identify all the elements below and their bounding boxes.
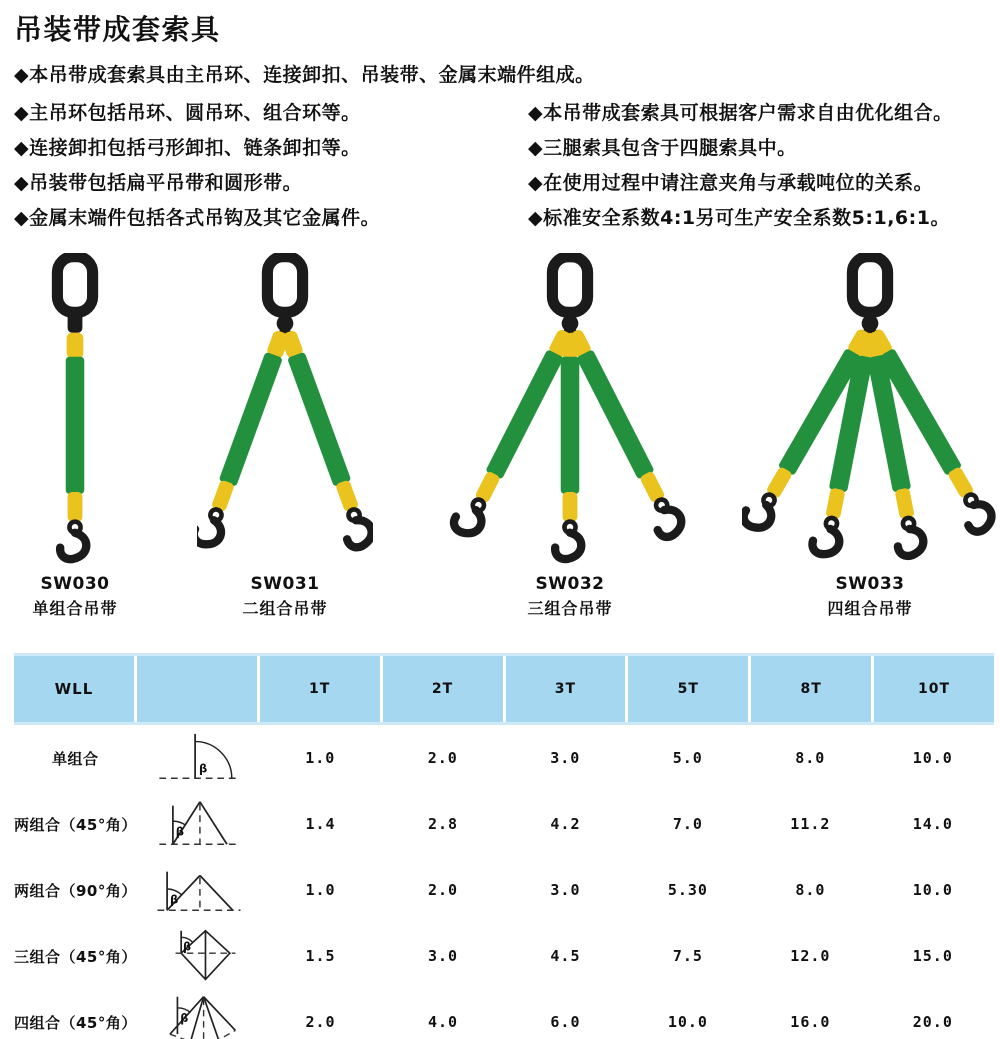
- angle-diagram-three-leg-icon: [150, 927, 246, 985]
- sling-illustration-three-leg-icon: [445, 253, 695, 568]
- wll-value: 2.0: [305, 1013, 336, 1031]
- bullet-item: ◆吊装带包括扁平吊带和圆形带。: [14, 172, 303, 194]
- product-model: SW033: [835, 574, 905, 594]
- angle-diagram-single-leg-icon: [150, 730, 246, 786]
- wll-value: 4.0: [427, 1013, 459, 1031]
- row-label: 四组合（45°角）: [14, 1013, 137, 1032]
- wll-value: 4.2: [550, 815, 581, 833]
- svg-text:β: β: [170, 892, 179, 907]
- wll-value: 20.0: [912, 1013, 953, 1031]
- product-model: SW031: [250, 574, 320, 594]
- bullet-column-right: [528, 104, 953, 228]
- svg-text:β: β: [180, 1012, 189, 1025]
- angle-diagram-four-leg-icon: [150, 993, 246, 1039]
- wll-value: 1.0: [305, 749, 336, 767]
- wll-value: 3.0: [550, 881, 581, 899]
- bullet-item: ◆主吊环包括吊环、圆吊环、组合环等。: [14, 102, 361, 124]
- intro-bullet: ◆本吊带成套索具由主吊环、连接卸扣、吊装带、金属末端件组成。: [14, 64, 595, 86]
- table-row: [14, 791, 994, 857]
- product-sw030: [0, 253, 150, 619]
- svg-text:β: β: [183, 940, 192, 954]
- row-label: 单组合: [51, 749, 99, 768]
- header-cell-diagram: [137, 656, 257, 722]
- bullet-item: ◆三腿索具包含于四腿索具中。: [528, 137, 797, 159]
- header-cell-10t: 10T: [874, 656, 994, 722]
- product-model: SW030: [40, 574, 110, 594]
- bullet-item: ◆在使用过程中请注意夹角与承载吨位的关系。: [528, 172, 934, 194]
- wll-value: 5.30: [667, 881, 708, 899]
- bullet-item: ◆本吊带成套索具可根据客户需求自由优化组合。: [528, 102, 953, 124]
- header-cell-wll: WLL: [14, 656, 134, 722]
- wll-value: 1.0: [305, 881, 336, 899]
- wll-value: 10.0: [912, 749, 953, 767]
- wll-value: 8.0: [795, 881, 826, 899]
- product-name: 单组合吊带: [32, 599, 118, 618]
- bullet-item: ◆金属末端件包括各式吊钩及其它金属件。: [14, 207, 381, 229]
- wll-value: 14.0: [912, 815, 953, 833]
- sling-illustration-two-leg-icon: [197, 253, 373, 568]
- header-cell-1t: 1T: [260, 656, 380, 722]
- angle-diagram-two-leg-45-icon: [150, 796, 246, 852]
- product-name: 三组合吊带: [527, 599, 613, 618]
- table-row: [14, 923, 994, 989]
- wll-value: 10.0: [912, 881, 953, 899]
- wll-value: 7.5: [672, 947, 703, 965]
- row-label: 两组合（45°角）: [14, 815, 137, 834]
- header-cell-8t: 8T: [751, 656, 871, 722]
- wll-value: 2.8: [427, 815, 459, 833]
- bullet-item: ◆标准安全系数4:1另可生产安全系数5:1,6:1。: [528, 207, 950, 229]
- wll-value: 3.0: [427, 947, 459, 965]
- wll-value: 5.0: [672, 749, 703, 767]
- wll-table: [14, 653, 994, 1039]
- row-label: 两组合（90°角）: [14, 881, 137, 900]
- wll-value: 2.0: [427, 749, 458, 767]
- header-cell-2t: 2T: [383, 656, 503, 722]
- sling-illustration-single-leg-icon: [24, 253, 126, 568]
- table-row: [14, 725, 994, 791]
- wll-value: 1.4: [305, 815, 336, 833]
- table-row: [14, 857, 994, 923]
- wll-value: 15.0: [912, 947, 953, 965]
- wll-value: 10.0: [667, 1013, 708, 1031]
- wll-value: 4.5: [550, 947, 581, 965]
- wll-value: 7.0: [672, 815, 703, 833]
- page-title: 吊装带成套索具: [14, 13, 221, 46]
- svg-text:β: β: [198, 761, 208, 776]
- wll-value: 16.0: [790, 1013, 831, 1031]
- product-sw031: [195, 253, 375, 619]
- table-row: [14, 989, 994, 1039]
- bullet-column-left: [14, 104, 380, 228]
- wll-value: 11.2: [790, 815, 831, 833]
- product-name: 二组合吊带: [242, 599, 328, 618]
- angle-diagram-two-leg-90-icon: [150, 862, 246, 918]
- wll-value: 12.0: [790, 947, 831, 965]
- product-sw032: [440, 253, 700, 619]
- header-cell-3t: 3T: [506, 656, 626, 722]
- bullet-item: ◆连接卸扣包括弓形卸扣、链条卸扣等。: [14, 137, 361, 159]
- wll-value: 8.0: [795, 749, 826, 767]
- product-name: 四组合吊带: [827, 599, 913, 618]
- row-label: 三组合（45°角）: [14, 947, 137, 966]
- table-header-row: [14, 653, 994, 725]
- sling-illustration-four-leg-icon: [742, 253, 998, 568]
- product-sw033: [738, 253, 1000, 619]
- svg-text:β: β: [175, 824, 185, 839]
- product-model: SW032: [535, 574, 605, 594]
- wll-value: 3.0: [550, 749, 581, 767]
- wll-value: 1.5: [305, 947, 336, 965]
- wll-value: 6.0: [550, 1013, 581, 1031]
- wll-value: 2.0: [427, 881, 459, 899]
- header-cell-5t: 5T: [628, 656, 748, 722]
